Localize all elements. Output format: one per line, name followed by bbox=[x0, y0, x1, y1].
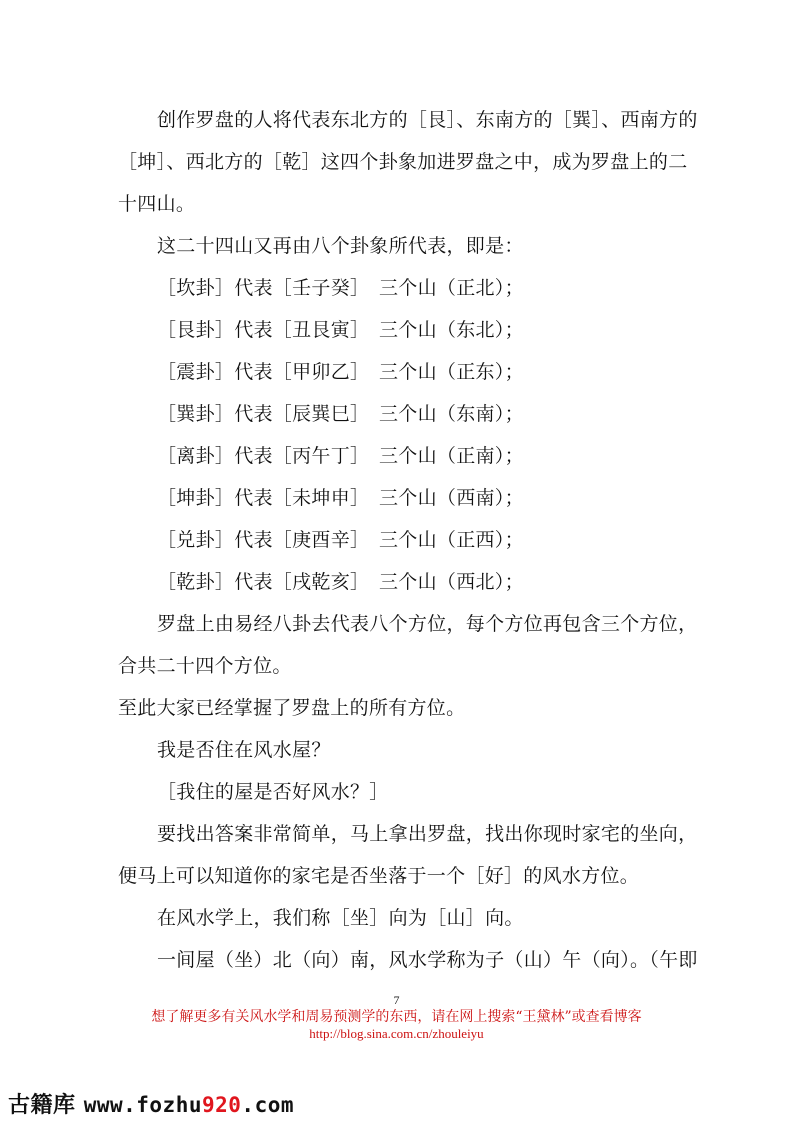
paragraph-line: 便马上可以知道你的家宅是否坐落于一个［好］的风水方位。 bbox=[118, 865, 640, 887]
paragraph-line: 我是否住在风水屋？ bbox=[157, 739, 331, 761]
hexagram-right: 三个山（东南）； bbox=[379, 403, 524, 425]
paragraph-line: 这二十四山又再由八个卦象所代表，即是： bbox=[157, 235, 524, 257]
blog-url-link[interactable]: http://blog.sina.com.cn/zhouleiyu bbox=[309, 1026, 484, 1041]
hexagram-right: 三个山（西南）； bbox=[379, 487, 524, 509]
hexagram-right: 三个山（东北）； bbox=[379, 319, 524, 341]
hexagram-right: 三个山（正南）； bbox=[379, 445, 524, 467]
paragraph-line: ［我住的屋是否好风水？］ bbox=[157, 781, 389, 803]
paragraph-line: 在风水学上，我们称［坐］向为［山］向。 bbox=[157, 907, 524, 929]
hexagram-left: ［艮卦］代表［丑艮寅］ bbox=[157, 319, 370, 341]
watermark-site-name: 古籍库 bbox=[8, 1093, 76, 1118]
paragraph-line: 至此大家已经掌握了罗盘上的所有方位。 bbox=[118, 697, 466, 719]
hexagram-right: 三个山（正东）； bbox=[379, 361, 524, 383]
hexagram-left: ［巽卦］代表［辰巽巳］ bbox=[157, 403, 370, 425]
hexagram-row bbox=[157, 528, 524, 552]
paragraph-line: 要找出答案非常简单，马上拿出罗盘，找出你现时家宅的坐向， bbox=[157, 823, 698, 845]
paragraph-line: 十四山。 bbox=[118, 193, 196, 215]
paragraph-line: 一间屋（坐）北（向）南，风水学称为子（山）午（向）。（午即 bbox=[157, 949, 698, 971]
hexagram-row bbox=[157, 318, 524, 342]
hexagram-row bbox=[157, 486, 524, 510]
footer-notice: 想了解更多有关风水学和周易预测学的东西，请在网上搜索“王黛林”或查看博客 bbox=[151, 1009, 642, 1025]
page-number: 7 bbox=[393, 993, 400, 1007]
watermark-url-number: 920 bbox=[201, 1093, 242, 1117]
paragraph-line: 创作罗盘的人将代表东北方的［艮］、东南方的［巽］、西南方的 bbox=[157, 109, 698, 131]
watermark-url-prefix: www.fozhu bbox=[83, 1093, 202, 1117]
paragraph-line: ［坤］、西北方的［乾］这四个卦象加进罗盘之中，成为罗盘上的二 bbox=[118, 151, 688, 173]
hexagram-left: ［震卦］代表［甲卯乙］ bbox=[157, 361, 370, 383]
paragraph-line: 合共二十四个方位。 bbox=[118, 655, 292, 677]
hexagram-left: ［乾卦］代表［戌乾亥］ bbox=[157, 571, 370, 593]
watermark-url-suffix: .com bbox=[241, 1093, 294, 1117]
hexagram-row bbox=[157, 402, 524, 426]
hexagram-left: ［离卦］代表［丙午丁］ bbox=[157, 445, 370, 467]
hexagram-row bbox=[157, 276, 524, 300]
hexagram-left: ［坤卦］代表［未坤申］ bbox=[157, 487, 370, 509]
hexagram-right: 三个山（正北）； bbox=[379, 277, 524, 299]
site-watermark bbox=[8, 1088, 294, 1119]
hexagram-left: ［坎卦］代表［壬子癸］ bbox=[157, 277, 370, 299]
hexagram-left: ［兑卦］代表［庚酉辛］ bbox=[157, 529, 370, 551]
hexagram-row bbox=[157, 570, 524, 594]
paragraph-line: 罗盘上由易经八卦去代表八个方位，每个方位再包含三个方位， bbox=[157, 613, 698, 635]
hexagram-row bbox=[157, 360, 524, 384]
hexagram-right: 三个山（正西）； bbox=[379, 529, 524, 551]
hexagram-right: 三个山（西北）； bbox=[379, 571, 524, 593]
hexagram-row bbox=[157, 444, 524, 468]
